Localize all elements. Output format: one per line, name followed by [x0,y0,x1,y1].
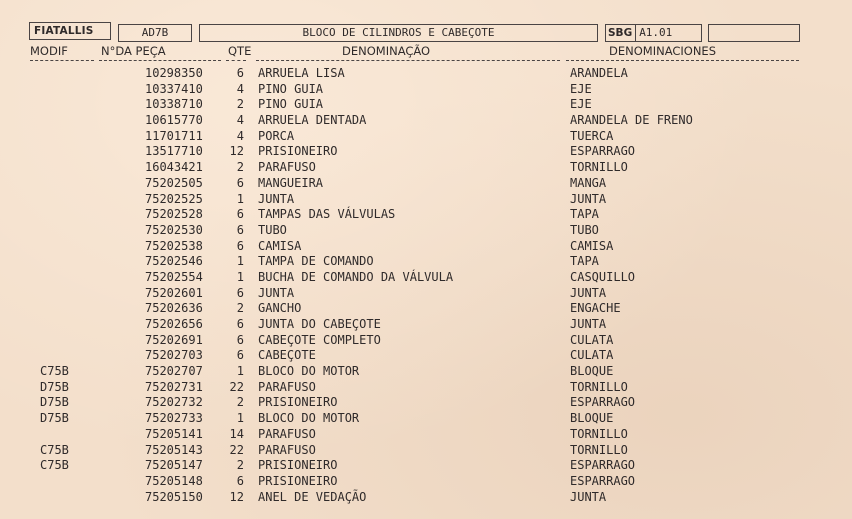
row-quantity: 6 [236,66,244,80]
row-quantity: 6 [236,317,244,331]
row-part-number: 75202601 [145,285,203,300]
model-field: AD7B [118,24,192,42]
row-part-number: 75205150 [145,489,203,504]
row-quantity: 1 [236,411,244,426]
row-quantity: 2 [236,160,244,175]
row-part-number: 75202538 [145,238,203,253]
row-quantity: 4 [236,113,244,128]
row-denominaciones: CULATA [570,332,614,347]
row-part-number: 75205141 [145,426,203,441]
row-part-number: 75205143 [145,442,203,457]
sbg-label: SBG [608,25,636,41]
row-denominaciones: ARANDELA DE FRENO [570,113,693,128]
table-row [0,82,852,98]
row-quantity: 14 [229,426,244,441]
row-denominacao: JUNTA DO CABEÇOTE [258,317,381,331]
row-denominacao: CABEÇOTE COMPLETO [258,332,381,347]
row-quantity: 12 [229,489,244,504]
row-part-number: 10338710 [145,97,203,112]
table-row [0,223,852,239]
row-denominaciones: BLOQUE [570,411,614,426]
table-row [0,474,852,490]
row-denominacao: TAMPAS DAS VÁLVULAS [258,207,396,222]
row-denominacao: PRISIONEIRO [258,473,338,488]
row-modif: C75B [40,442,69,457]
row-part-number: 75202656 [145,317,203,331]
row-part-number: 75202528 [145,207,203,222]
row-quantity: 1 [236,254,244,269]
row-denominaciones: EJE [570,81,592,96]
table-row [0,427,852,443]
row-quantity: 2 [236,395,244,410]
column-header-part-number: N°DA PEÇA [101,44,166,58]
page-title: BLOCO DE CILINDROS E CABEÇOTE [199,24,598,42]
row-quantity: 6 [236,473,244,488]
row-denominaciones: ESPARRAGO [570,395,636,410]
table-row [0,144,852,160]
row-quantity: 6 [236,222,244,237]
table-row [0,364,852,380]
row-part-number: 75202733 [145,411,203,426]
row-quantity: 12 [229,144,244,159]
header-underline-qty [226,60,246,61]
row-denominaciones: BLOQUE [570,364,614,379]
row-part-number: 10298350 [145,66,203,80]
row-denominaciones: JUNTA [570,489,607,504]
row-part-number: 75202525 [145,191,203,206]
row-denominaciones: CULATA [570,348,614,363]
table-row [0,129,852,145]
row-quantity: 2 [236,97,244,112]
row-denominaciones: JUNTA [570,285,607,300]
row-modif: C75B [40,458,69,473]
row-quantity: 2 [236,301,244,316]
row-denominacao: PARAFUSO [258,160,316,175]
table-row [0,160,852,176]
row-denominacao: BUCHA DE COMANDO DA VÁLVULA [258,269,454,284]
row-part-number: 75202530 [145,222,203,237]
table-row [0,301,852,317]
column-header-modif: MODIF [30,44,68,58]
row-denominacao: TUBO [258,222,287,237]
row-modif: D75B [40,395,69,410]
row-part-number: 75202707 [145,364,203,379]
row-denominaciones: ESPARRAGO [570,144,636,159]
table-row [0,286,852,302]
row-quantity: 22 [229,442,244,457]
blank-field [708,24,800,42]
row-quantity: 22 [229,379,244,394]
row-denominaciones: TORNILLO [570,426,628,441]
parts-table [0,66,852,505]
row-modif: C75B [40,364,69,379]
row-denominaciones: TUBO [570,222,599,237]
table-row [0,113,852,129]
table-row [0,380,852,396]
table-row [0,490,852,506]
header-underline-part [99,60,221,61]
header-underline-modif [30,60,94,61]
row-denominacao: BLOCO DO MOTOR [258,364,360,379]
table-row [0,270,852,286]
table-row [0,458,852,474]
row-part-number: 75202505 [145,175,203,190]
row-denominacao: CABEÇOTE [258,348,316,363]
row-denominaciones: CAMISA [570,238,614,253]
row-denominacao: BLOCO DO MOTOR [258,411,360,426]
row-part-number: 10615770 [145,113,203,128]
row-denominacao: PRISIONEIRO [258,458,338,473]
row-denominaciones: TORNILLO [570,160,628,175]
column-header-denominacao: DENOMINAÇÃO [342,44,431,58]
row-denominacao: ARRUELA LISA [258,66,345,80]
table-row [0,239,852,255]
table-row [0,317,852,333]
column-header-denominaciones: DENOMINACIONES [609,44,716,58]
row-part-number: 13517710 [145,144,203,159]
row-denominacao: GANCHO [258,301,302,316]
row-quantity: 1 [236,191,244,206]
row-quantity: 1 [236,269,244,284]
row-denominaciones: MANGA [570,175,607,190]
row-denominaciones: ESPARRAGO [570,458,636,473]
table-row [0,254,852,270]
row-denominaciones: CASQUILLO [570,269,636,284]
row-denominacao: PRISIONEIRO [258,395,338,410]
header-underline-es [566,60,799,61]
row-part-number: 11701711 [145,128,203,143]
table-row [0,66,852,82]
row-denominacao: PARAFUSO [258,442,316,457]
row-part-number: 75202546 [145,254,203,269]
row-part-number: 75205148 [145,473,203,488]
row-quantity: 6 [236,175,244,190]
row-quantity: 6 [236,348,244,363]
row-quantity: 6 [236,285,244,300]
row-quantity: 6 [236,207,244,222]
row-denominacao: JUNTA [258,285,295,300]
row-denominacao: PARAFUSO [258,426,316,441]
row-quantity: 2 [236,458,244,473]
row-denominaciones: TORNILLO [570,442,628,457]
row-denominacao: ANEL DE VEDAÇÃO [258,489,367,504]
table-row [0,97,852,113]
brand-label: FIATALLIS [29,22,111,40]
table-row [0,443,852,459]
table-row [0,207,852,223]
row-part-number: 10337410 [145,81,203,96]
row-denominacao: JUNTA [258,191,295,206]
row-quantity: 4 [236,128,244,143]
row-denominacao: PINO GUIA [258,81,324,96]
row-denominacao: ARRUELA DENTADA [258,113,367,128]
row-denominaciones: TAPA [570,207,599,222]
row-part-number: 75202554 [145,269,203,284]
row-modif: D75B [40,411,69,426]
table-row [0,411,852,427]
row-denominacao: PORCA [258,128,295,143]
table-row [0,333,852,349]
row-denominaciones: TORNILLO [570,379,628,394]
row-quantity: 1 [236,364,244,379]
row-quantity: 4 [236,81,244,96]
row-part-number: 75205147 [145,458,203,473]
row-denominacao: CAMISA [258,238,302,253]
table-row [0,395,852,411]
row-part-number: 75202732 [145,395,203,410]
row-denominacao: PINO GUIA [258,97,324,112]
row-denominacao: PARAFUSO [258,379,316,394]
row-denominaciones: TAPA [570,254,599,269]
sbg-field [605,24,702,42]
row-denominaciones: EJE [570,97,592,112]
row-quantity: 6 [236,332,244,347]
row-denominacao: MANGUEIRA [258,175,324,190]
row-denominaciones: TUERCA [570,128,614,143]
table-row [0,176,852,192]
row-part-number: 75202636 [145,301,203,316]
row-denominaciones: JUNTA [570,317,607,331]
table-row [0,348,852,364]
column-header-quantity: QTE [228,44,252,58]
row-denominaciones: JUNTA [570,191,607,206]
row-part-number: 75202691 [145,332,203,347]
row-part-number: 75202731 [145,379,203,394]
table-row [0,192,852,208]
row-quantity: 6 [236,238,244,253]
row-part-number: 75202703 [145,348,203,363]
row-modif: D75B [40,379,69,394]
row-denominaciones: ARANDELA [570,66,628,80]
row-denominacao: TAMPA DE COMANDO [258,254,374,269]
row-denominaciones: ENGACHE [570,301,621,316]
sbg-value: A1.01 [639,26,673,39]
header-underline-pt [256,60,560,61]
row-denominaciones: ESPARRAGO [570,473,636,488]
row-denominacao: PRISIONEIRO [258,144,338,159]
row-part-number: 16043421 [145,160,203,175]
